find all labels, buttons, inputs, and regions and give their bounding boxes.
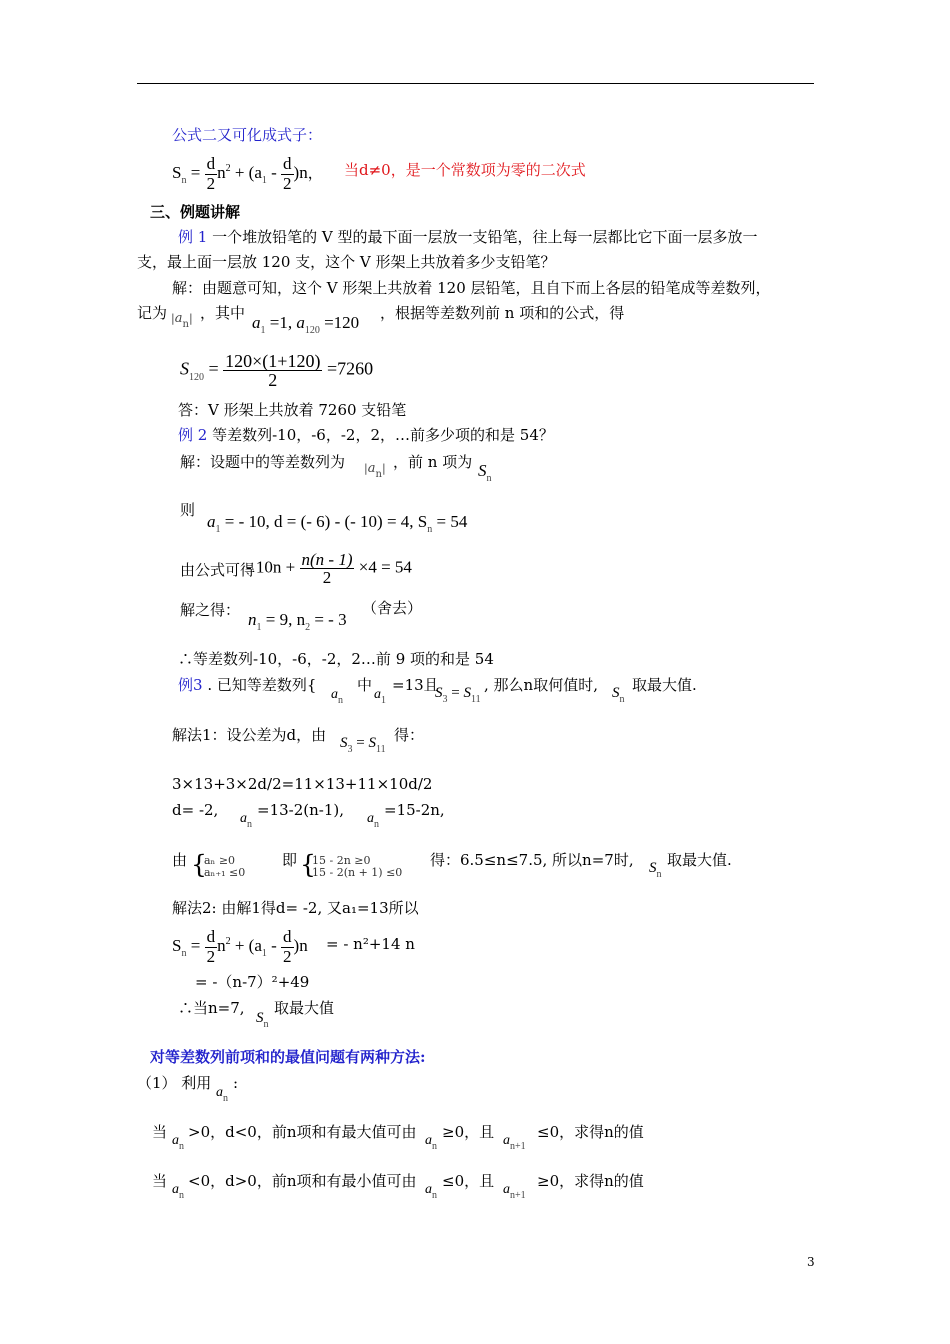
ex2-sum-symbol: $S_n$ bbox=[478, 461, 492, 484]
ex3-a1-symbol: $a_1$ bbox=[374, 687, 386, 706]
ex3-d-value: d= -2, bbox=[172, 801, 219, 819]
ex3-equation1: 3×13+3×2d/2=11×13+11×10d/2 bbox=[172, 775, 433, 793]
page-number: 3 bbox=[807, 1255, 815, 1269]
ex1-answer: 答：V 形架上共放着 7260 支铅笔 bbox=[178, 401, 407, 419]
methods-line2-end: ≥0，求得n的值 bbox=[537, 1172, 644, 1190]
ex3-system2-brace: { bbox=[300, 850, 316, 879]
ex1-solution-line2c: ，根据等差数列前 n 项和的公式，得 bbox=[380, 304, 625, 322]
ex1-conditions: $a_1 =1$, $a_{120} =120$ bbox=[252, 313, 360, 336]
ex1-solution-line1: 解：由题意可知，这个 V 形架上共放着 120 层铅笔，且自下而上各层的铅笔成等差数列， bbox=[172, 279, 771, 297]
formula2-note: 当d≠0，是一个常数项为零的二次式 bbox=[344, 161, 586, 179]
ex2-label: 例 2 bbox=[178, 426, 208, 444]
methods-line1-an: $a_n$ bbox=[172, 1133, 184, 1152]
ex3-system2: 15 - 2n ≥0 15 - 2(n + 1) ≤0 bbox=[312, 854, 403, 880]
ex3-sys-ji: 即 bbox=[282, 851, 298, 869]
ex2-then: 则 bbox=[180, 501, 196, 519]
methods-line1-body: >0，d<0，前n项和有最大值可由 bbox=[188, 1123, 417, 1141]
ex3-label: 例3 bbox=[178, 676, 203, 694]
ex3-method1-intro: 解法1：设公差为d，由 bbox=[172, 726, 327, 744]
ex2-values-line: $a_1$ = - 10, d = (- 6) - (- 10) = 4, $S_n = 54$ bbox=[207, 512, 468, 535]
formula2-intro: 公式二又可化成式子： bbox=[172, 126, 323, 144]
methods-line1-an1: $a_{n+1}$ bbox=[503, 1133, 526, 1152]
ex1-seq-notation: |an| bbox=[171, 311, 193, 330]
methods-title: 对等差数列前项和的最值问题有两种方法: bbox=[150, 1048, 426, 1066]
methods-line1-and: ≥0，且 bbox=[442, 1123, 495, 1141]
header-rule bbox=[137, 83, 814, 84]
ex1-solution-line2a: 记为 bbox=[137, 304, 168, 322]
ex2-sol-a: 解：设题中的等差数列为 bbox=[180, 453, 346, 471]
ex3-system1: aₙ ≥0 aₙ₊₁ ≤0 bbox=[204, 854, 246, 880]
ex3-an-1: $a_n$ bbox=[240, 811, 252, 830]
ex1-solution-line2b: ，其中 bbox=[200, 304, 246, 322]
ex2-conclusion: ∴等差数列-10，-6，-2，2…前 9 项的和是 54 bbox=[178, 650, 494, 668]
ex3-s3-eq-s11: $S_3 = S_{11}$ bbox=[435, 685, 481, 705]
ex3-an-formula1: =13-2(n-1), bbox=[257, 801, 345, 819]
ex3-sn-3: $S_n$ bbox=[256, 1010, 269, 1030]
methods-line2-when: 当 bbox=[152, 1172, 168, 1190]
methods-line1-when: 当 bbox=[152, 1123, 168, 1141]
ex3-method2-equation: $S_n$ = $\frac{d}{2}$ $n^2 + (a_1$ - $\frac{d}{2}$ )n bbox=[172, 927, 308, 966]
ex1-problem-line2: 支，最上面一层放 120 支，这个 V 形架上共放着多少支铅笔？ bbox=[137, 253, 556, 271]
ex3-an-formula2: =15-2n, bbox=[384, 801, 445, 819]
ex3-system1-brace: { bbox=[191, 850, 207, 879]
methods-line2-body: <0，d>0，前n项和有最小值可由 bbox=[188, 1172, 417, 1190]
ex3-method1-cond: $S_3 = S_{11}$ bbox=[340, 735, 386, 755]
methods-line1-end: ≤0，求得n的值 bbox=[537, 1123, 644, 1141]
ex3-sys-result: 得：6.5≤n≤7.5, 所以n=7时, bbox=[430, 851, 634, 869]
ex3-a1-value: =13且 bbox=[392, 676, 439, 694]
section-title: 三、例题讲解 bbox=[150, 203, 241, 221]
ex2-problem: 例 2 等差数列-10，-6，-2，2，…前多少项的和是 54？ bbox=[178, 426, 554, 444]
ex3-method2-conclusion: ∴当n=7, bbox=[178, 999, 245, 1017]
methods-line2-an1: $a_{n+1}$ bbox=[503, 1182, 526, 1201]
methods-item1-colon: : bbox=[233, 1074, 239, 1092]
ex3-method2-conclusion-b: 取最大值 bbox=[274, 999, 335, 1017]
methods-line2-an: $a_n$ bbox=[172, 1182, 184, 1201]
ex3-an-2: $a_n$ bbox=[367, 811, 379, 830]
ex3-an-symbol: $a_n$ bbox=[331, 687, 343, 706]
ex3-problem-c: , 那么n取何值时, bbox=[484, 676, 598, 694]
ex3-sys-end: 取最大值. bbox=[667, 851, 732, 869]
ex3-method1-de: 得： bbox=[394, 726, 425, 744]
ex3-problem: 例3 . 已知等差数列{ bbox=[178, 676, 317, 694]
ex3-sn-symbol: $S_n$ bbox=[612, 685, 625, 705]
ex3-method2-tail: = - n²+14 n bbox=[326, 935, 415, 953]
formula2-equation: $S_n$ = $\frac{d}{2}$ $n^2 + (a_1$ - $\frac{d}{2}$ )n， bbox=[172, 154, 323, 193]
ex3-sys-by: 由 bbox=[172, 851, 188, 869]
ex3-sn-2: $S_n$ bbox=[649, 860, 662, 880]
ex2-solve-label: 解之得： bbox=[180, 601, 241, 619]
ex1-calculation: $S_{120}$ = $\frac{120\times(1+120)}{2}$ =7260 bbox=[180, 351, 374, 390]
ex1-problem-line1: 例 1 一个堆放铅笔的 V 型的最下面一层放一支铅笔，往上每一层都比它下面一层多放一 bbox=[178, 228, 758, 246]
ex2-roots: $n_1 = 9$, $n_2$ = - 3 bbox=[248, 610, 347, 633]
ex3-method2-line2: = -（n-7）²+49 bbox=[195, 973, 310, 991]
ex2-sol-b: ，前 n 项为 bbox=[393, 453, 473, 471]
methods-item1-an: $a_n$ bbox=[216, 1085, 228, 1104]
ex2-from-formula: 由公式可得 bbox=[180, 561, 256, 579]
methods-item1: （1） 利用 bbox=[137, 1074, 212, 1092]
ex3-problem-d: 取最大值. bbox=[632, 676, 697, 694]
ex3-problem-b: 中 bbox=[357, 676, 373, 694]
ex2-discard: （舍去） bbox=[362, 599, 423, 617]
ex3-method2-intro: 解法2: 由解1得d= -2, 又a₁=13所以 bbox=[172, 899, 419, 917]
ex2-seq-notation: |an| bbox=[364, 461, 386, 480]
ex1-label: 例 1 bbox=[178, 228, 208, 246]
methods-line2-and: ≤0，且 bbox=[442, 1172, 495, 1190]
ex2-equation: - 10n + $\frac{n(n - 1)}{2}$ ×4 = 54 bbox=[246, 550, 412, 587]
methods-line1-an2: $a_n$ bbox=[425, 1133, 437, 1152]
methods-line2-an2: $a_n$ bbox=[425, 1182, 437, 1201]
